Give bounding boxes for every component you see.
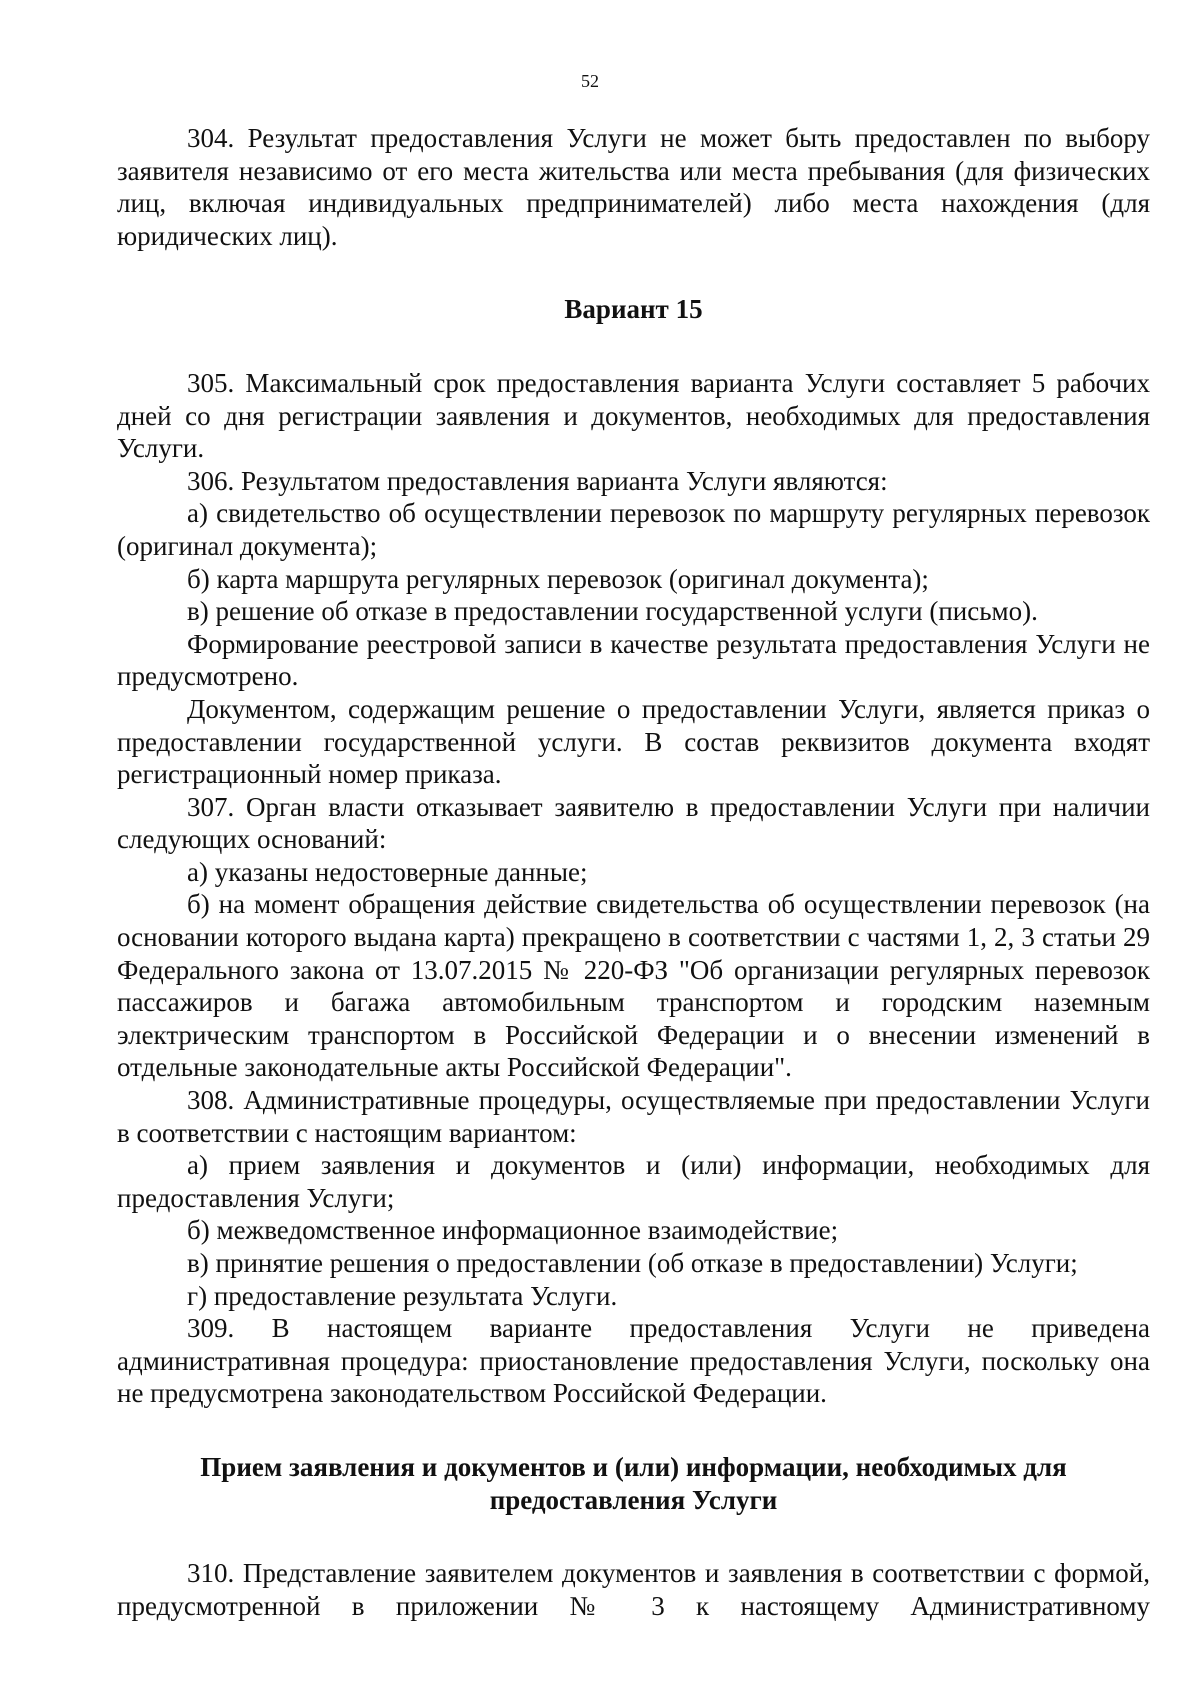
- paragraph-308-item-a: а) прием заявления и документов и (или) информации, необходимых для предоставления Услуги;: [117, 1150, 1150, 1213]
- paragraph-307-item-b: б) на момент обращения действие свидетельства об осуществлении перевозок (на основании которого выдана карта) прекращено в соответствии с частями 1, 2, 3 статьи 29 Федерального закона от 13.07.2015 № 220-ФЗ "Об организации регулярных перевозок пассажиров и багажа автомобильным транспортом и городским наземным электрическим транспортом в Российской Федерации и о внесении изменений в отдельные законодательные акты Российской Федерации".: [117, 889, 1150, 1083]
- paragraph-registry-record: Формирование реестровой записи в качестве результата предоставления Услуги не предусмотрено.: [117, 628, 1150, 692]
- paragraph-304: 304. Результат предоставления Услуги не может быть предоставлен по выбору заявителя независимо от его места жительства или места пребывания (для физических лиц, включая индивидуальных предпринимателей) либо места нахождения (для юридических лиц).: [117, 123, 1150, 251]
- paragraph-306-item-v: в) решение об отказе в предоставлении государственной услуги (письмо).: [187, 596, 1038, 627]
- page-number: 52: [581, 71, 599, 91]
- paragraph-308-item-v: в) принятие решения о предоставлении (об отказе в предоставлении) Услуги;: [187, 1248, 1078, 1278]
- paragraph-307: 307. Орган власти отказывает заявителю в предоставлении Услуги при наличии следующих оснований:: [117, 791, 1150, 855]
- paragraph-307-item-a: а) указаны недостоверные данные;: [187, 856, 588, 887]
- heading-variant-15: Вариант 15: [564, 294, 703, 325]
- paragraph-309: 309. В настоящем варианте предоставления Услуги не приведена административная процедура: приостановление предоставления Услуги, поскольку она не предусмотрена законодательством Российской Федерации.: [117, 1313, 1150, 1409]
- heading-reception-of-application: Прием заявления и документов и (или) информации, необходимых для предоставления Услуги: [200, 1451, 1067, 1515]
- paragraph-308-item-g: г) предоставление результата Услуги.: [187, 1280, 618, 1311]
- paragraph-308: 308. Административные процедуры, осуществляемые при предоставлении Услуги в соответствии с настоящим вариантом:: [117, 1085, 1150, 1148]
- paragraph-306-item-b: б) карта маршрута регулярных перевозок (оригинал документа);: [187, 563, 929, 594]
- paragraph-310: 310. Представление заявителем документов и заявления в соответствии с формой, предусмотренной в приложении № 3 к настоящему Административному: [117, 1558, 1150, 1621]
- paragraph-305: 305. Максимальный срок предоставления варианта Услуги составляет 5 рабочих дней со дня регистрации заявления и документов, необходимых для предоставления Услуги.: [117, 367, 1150, 464]
- paragraph-decision-document: Документом, содержащим решение о предоставлении Услуги, является приказ о предоставлении государственной услуги. В состав реквизитов документа входят регистрационный номер приказа.: [117, 693, 1150, 790]
- paragraph-306: 306. Результатом предоставления варианта Услуги являются:: [187, 465, 888, 496]
- document-body: [117, 122, 1150, 1622]
- paragraph-306-item-a: а) свидетельство об осуществлении перевозок по маршруту регулярных перевозок (оригинал документа);: [117, 498, 1150, 561]
- paragraph-308-item-b: б) межведомственное информационное взаимодействие;: [187, 1215, 839, 1246]
